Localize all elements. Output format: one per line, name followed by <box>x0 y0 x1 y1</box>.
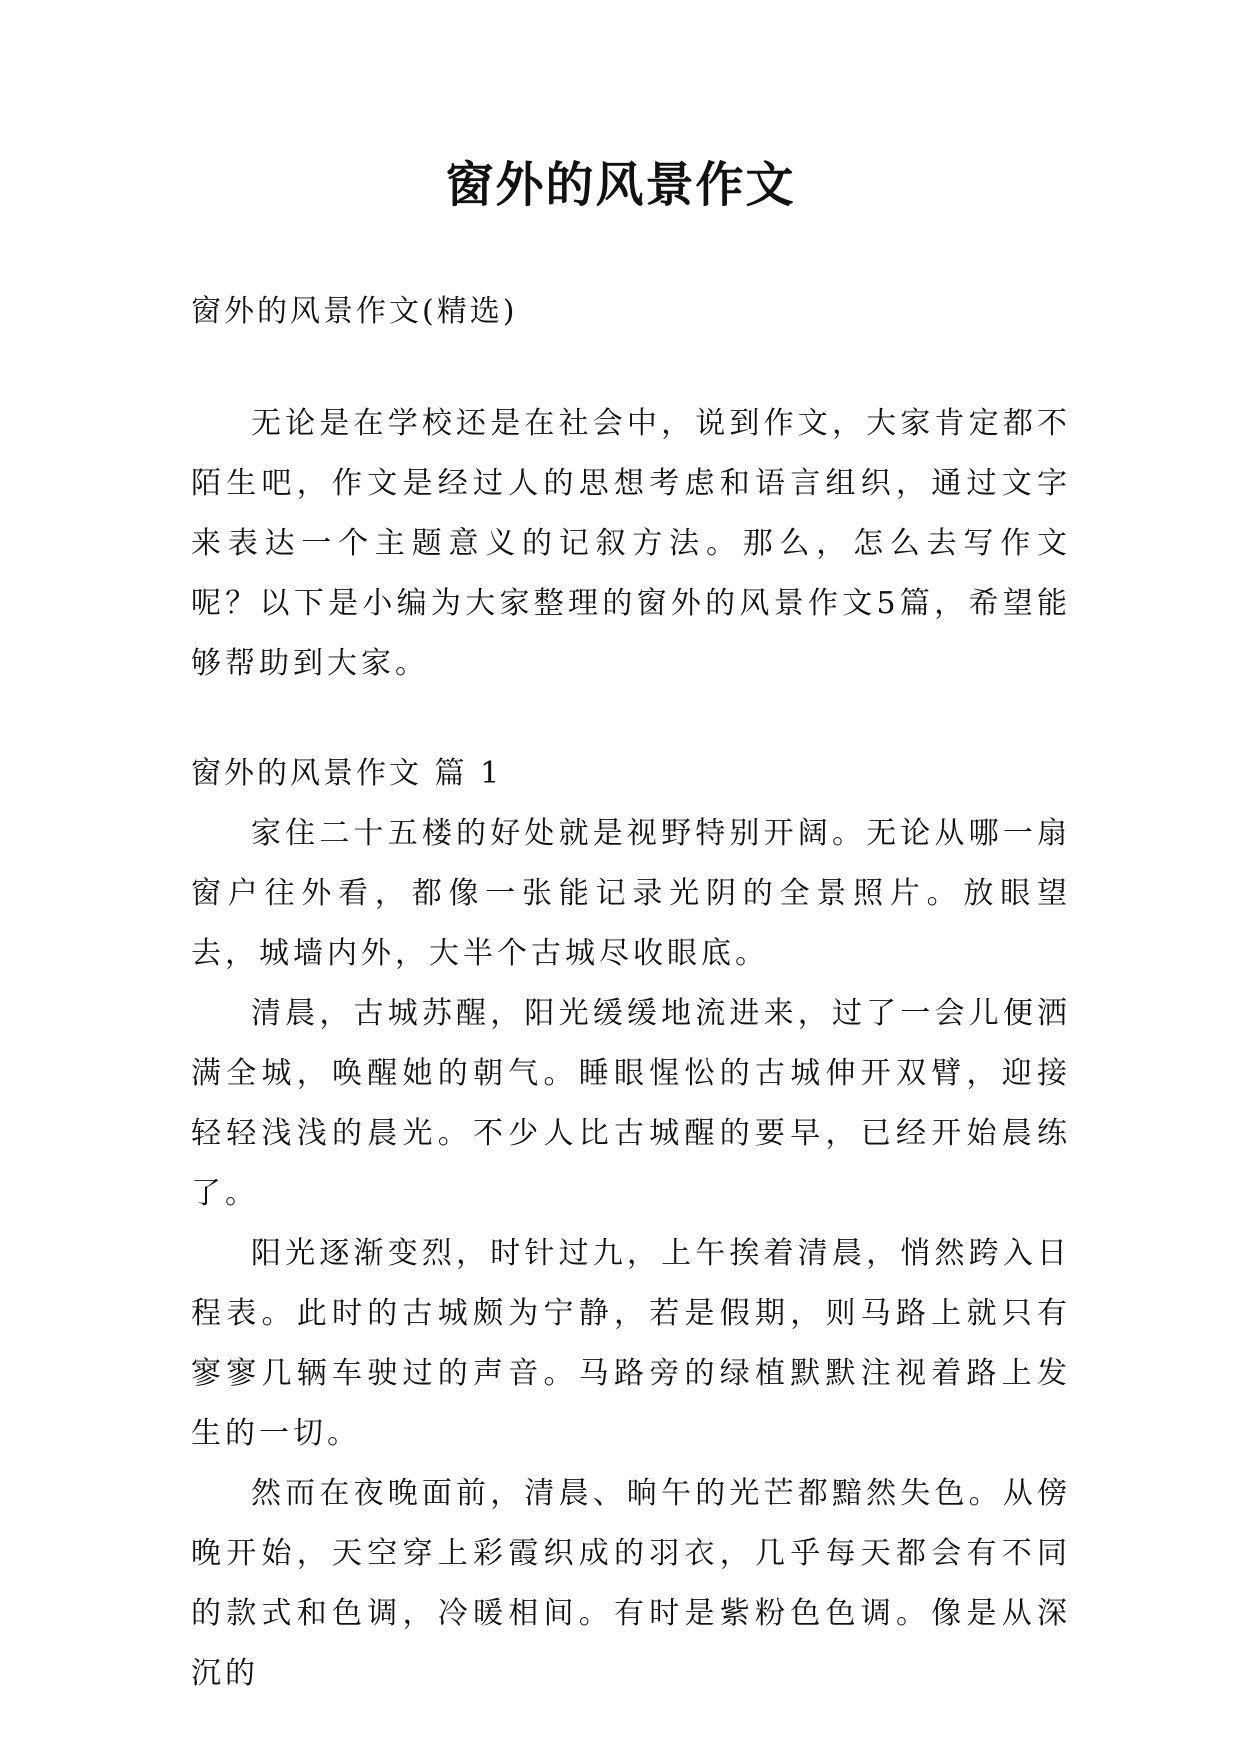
section-heading: 窗外的风景作文 篇 1 <box>191 756 503 791</box>
document-body <box>191 282 1071 1704</box>
body-paragraph: 阳光逐渐变烈，时针过九，上午挨着清晨，悄然跨入日程表。此时的古城颇为宁静，若是假期，则马路上就只有寥寥几辆车驶过的声音。马路旁的绿植默默注视着路上发生的一切。 <box>191 1236 1071 1451</box>
body-paragraph: 清晨，古城苏醒，阳光缓缓地流进来，过了一会儿便洒满全城，唤醒她的朝气。睡眼惺忪的古城伸开双臂，迎接轻轻浅浅的晨光。不少人比古城醒的要早，已经开始晨练了。 <box>191 996 1071 1211</box>
body-paragraph: 然而在夜晚面前，清晨、晌午的光芒都黯然失色。从傍晚开始，天空穿上彩霞织成的羽衣，几乎每天都会有不同的款式和色调，冷暖相间。有时是紫粉色色调。像是从深沉的 <box>191 1476 1071 1691</box>
document-title: 窗外的风景作文 <box>445 157 796 213</box>
document-subtitle: 窗外的风景作文(精选) <box>191 294 518 329</box>
intro-paragraph: 无论是在学校还是在社会中，说到作文，大家肯定都不陌生吧，作文是经过人的思想考虑和语言组织，通过文字来表达一个主题意义的记叙方法。那么，怎么去写作文呢？以下是小编为大家整理的窗外的风景作文5篇，希望能够帮助到大家。 <box>191 406 1071 681</box>
body-paragraph: 家住二十五楼的好处就是视野特别开阔。无论从哪一扇窗户往外看，都像一张能记录光阴的全景照片。放眼望去，城墙内外，大半个古城尽收眼底。 <box>191 816 1071 971</box>
